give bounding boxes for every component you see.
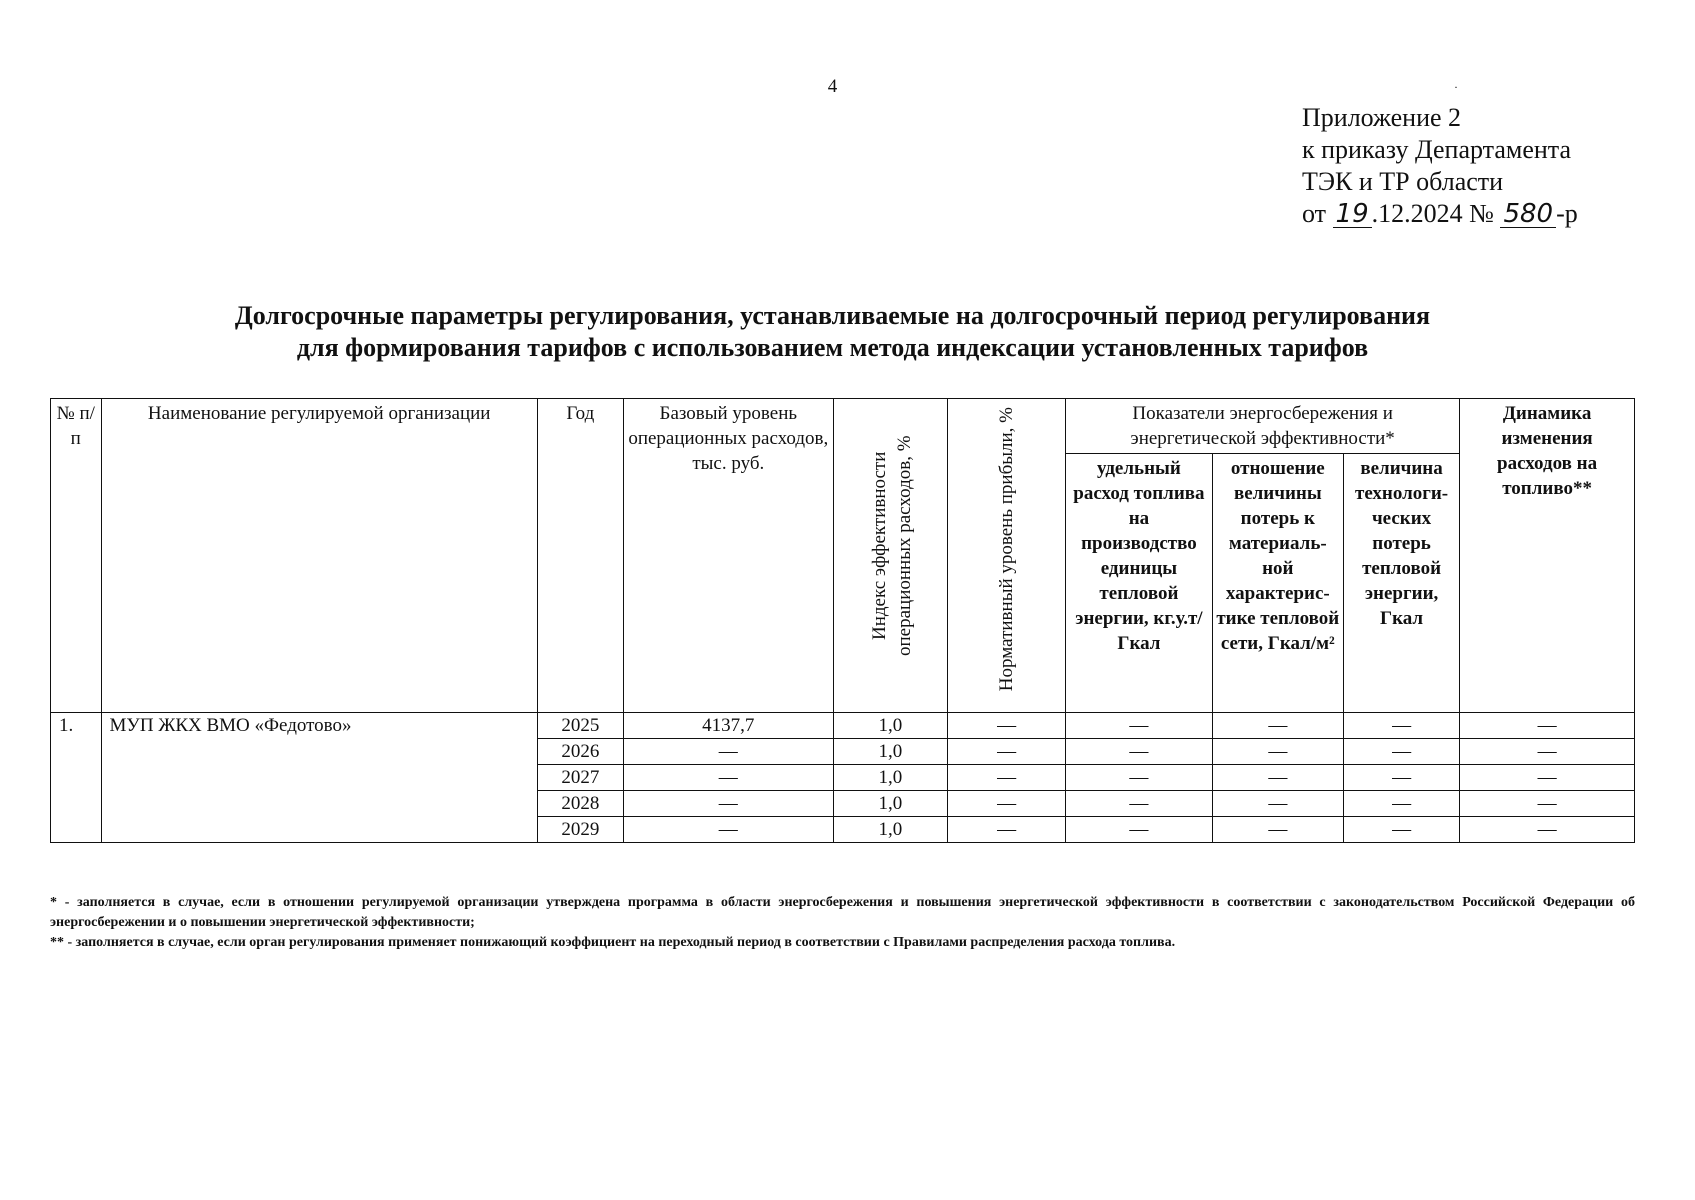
date-prefix: от (1302, 199, 1327, 228)
header-efficiency-index (833, 399, 947, 713)
header-base-level: Базовый уровень операционных расходов, тыс. руб. (623, 399, 833, 713)
cell-tech-losses: — (1343, 817, 1459, 843)
regulation-parameters-table (50, 398, 1635, 843)
org-name: МУП ЖКХ ВМО «Федотово» (101, 713, 537, 843)
cell-loss-ratio: — (1212, 765, 1343, 791)
header-loss-ratio: отношение величины потерь к материаль-ной характерис-тике тепловой сети, Гкал/м² (1212, 454, 1343, 713)
approval-line-2: к приказу Департамента (1302, 135, 1572, 164)
efficiency-index-label: Индекс эффективности операционных расходов, % (868, 435, 915, 657)
cell-tech-losses: — (1343, 791, 1459, 817)
cell-profit: — (948, 713, 1066, 739)
cell-fuel-dynamics: — (1460, 765, 1635, 791)
cell-tech-losses: — (1343, 739, 1459, 765)
cell-base: — (623, 817, 833, 843)
cell-profit: — (948, 739, 1066, 765)
cell-fuel-rate: — (1066, 739, 1212, 765)
cell-profit: — (948, 817, 1066, 843)
profit-level-label: Нормативный уровень прибыли, % (996, 406, 1018, 691)
date-rest: .12.2024 № (1371, 199, 1494, 228)
cell-base: — (623, 765, 833, 791)
cell-fuel-dynamics: — (1460, 791, 1635, 817)
approval-line-3: ТЭК и ТР области (1302, 167, 1504, 196)
page-number: 4 (827, 76, 838, 97)
handwritten-day: 19 (1333, 201, 1372, 228)
cell-tech-losses: — (1343, 713, 1459, 739)
cell-index: 1,0 (833, 791, 947, 817)
header-tech-losses: величина технологи-ческих потерь тепловой энергии, Гкал (1343, 454, 1459, 713)
footnote-two: ** - заполняется в случае, если орган регулирования применяет понижающий коэффициент на переходный период в соответствии с Правилами распределения расхода топлива. (50, 935, 1176, 950)
cell-index: 1,0 (833, 765, 947, 791)
cell-base: 4137,7 (623, 713, 833, 739)
cell-profit: — (948, 791, 1066, 817)
cell-base: — (623, 739, 833, 765)
approval-line-1: Приложение 2 (1302, 103, 1462, 132)
header-fuel-dynamics: Динамика изменения расходов на топливо** (1460, 399, 1635, 713)
header-fuel-rate: удельный расход топлива на производство единицы тепловой энергии, кг.у.т/Гкал (1066, 454, 1212, 713)
cell-year: 2025 (537, 713, 623, 739)
document-title (0, 300, 1665, 364)
approval-stamp-block (1302, 102, 1578, 230)
footnote-one: * - заполняется в случае, если в отношении регулируемой организации утверждена программа в области энергосбережения и повышения энергетической эффективности в соответствии с законодательством Российской Федерации об энергосбережении и о повышении энергетической эффективности; (50, 895, 1635, 930)
scan-dot: · (1454, 80, 1458, 94)
title-line-2: для формирования тарифов с использованием метода индексации установленных тарифов (296, 333, 1369, 362)
cell-year: 2029 (537, 817, 623, 843)
cell-fuel-rate: — (1066, 713, 1212, 739)
header-num: № п/п (51, 399, 102, 713)
cell-index: 1,0 (833, 817, 947, 843)
header-profit-level (948, 399, 1066, 713)
cell-year: 2026 (537, 739, 623, 765)
cell-fuel-dynamics: — (1460, 713, 1635, 739)
cell-fuel-dynamics: — (1460, 817, 1635, 843)
cell-tech-losses: — (1343, 765, 1459, 791)
cell-loss-ratio: — (1212, 739, 1343, 765)
cell-profit: — (948, 765, 1066, 791)
approval-date-line (1302, 198, 1578, 230)
handwritten-order-number: 580 (1500, 201, 1556, 228)
org-number: 1. (51, 713, 102, 843)
cell-loss-ratio: — (1212, 791, 1343, 817)
header-energy-group: Показатели энергосбережения и энергетической эффективности* (1066, 399, 1460, 454)
cell-base: — (623, 791, 833, 817)
table-row (51, 713, 1635, 739)
title-line-1: Долгосрочные параметры регулирования, устанавливаемые на долгосрочный период регулирования (234, 301, 1431, 330)
cell-year: 2028 (537, 791, 623, 817)
cell-loss-ratio: — (1212, 713, 1343, 739)
cell-year: 2027 (537, 765, 623, 791)
cell-loss-ratio: — (1212, 817, 1343, 843)
cell-fuel-rate: — (1066, 791, 1212, 817)
cell-index: 1,0 (833, 713, 947, 739)
cell-index: 1,0 (833, 739, 947, 765)
cell-fuel-rate: — (1066, 765, 1212, 791)
footnotes (50, 893, 1635, 953)
header-org: Наименование регулируемой организации (101, 399, 537, 713)
cell-fuel-rate: — (1066, 817, 1212, 843)
header-row-1 (51, 399, 1635, 454)
cell-fuel-dynamics: — (1460, 739, 1635, 765)
header-year: Год (537, 399, 623, 713)
order-number-suffix: -р (1556, 199, 1578, 228)
